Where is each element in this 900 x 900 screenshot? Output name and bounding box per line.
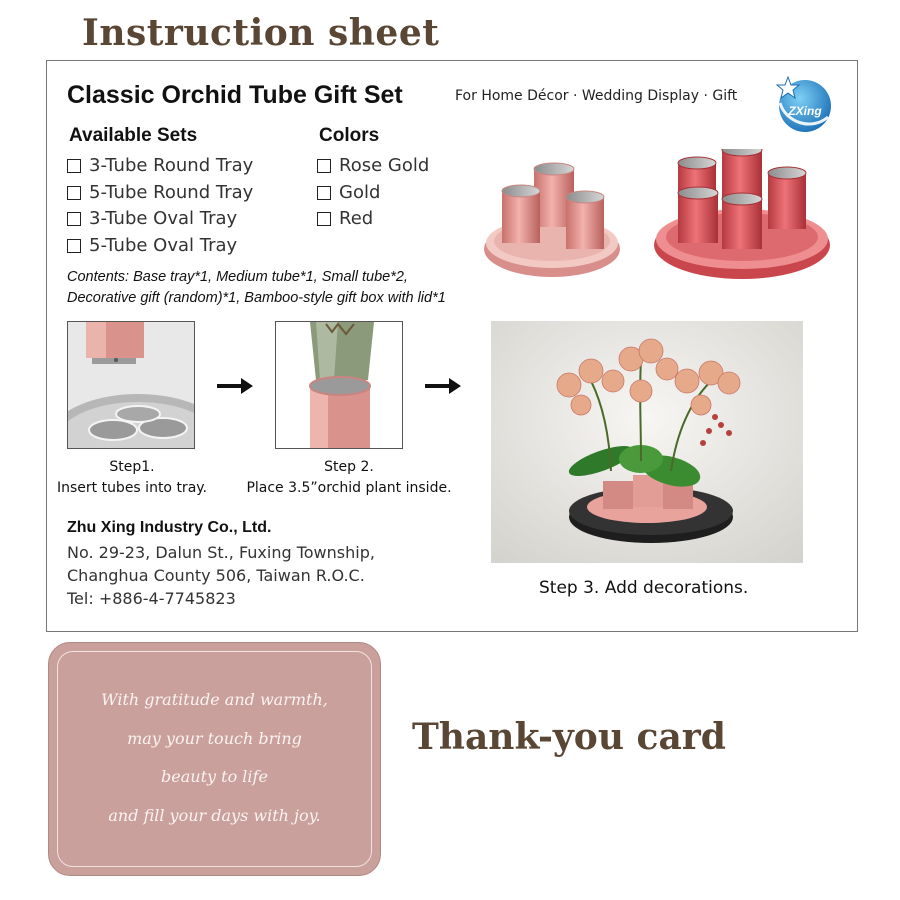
- page-heading: Instruction sheet: [82, 12, 440, 54]
- arrow-right-icon: [423, 377, 463, 395]
- card-heading: Thank-you card: [412, 716, 726, 758]
- set-option[interactable]: [67, 153, 253, 180]
- contents-text: [67, 267, 487, 309]
- finished-orchid-arrangement: [491, 321, 803, 563]
- tube-insert-illustration: [68, 322, 195, 449]
- step-description: Place 3.5”orchid plant inside.: [246, 480, 452, 496]
- set-option[interactable]: [67, 206, 253, 233]
- step-title: Step 2.: [324, 459, 374, 475]
- colors-list: [317, 153, 429, 233]
- card-line: and fill your days with joy.: [108, 805, 321, 825]
- set-option-label: 3-Tube Oval Tray: [89, 208, 238, 229]
- card-line: beauty to life: [161, 767, 268, 786]
- thank-you-card: [48, 642, 381, 876]
- instruction-sheet: [46, 60, 858, 632]
- step3-image: [491, 321, 803, 563]
- set-option-label: 5-Tube Oval Tray: [89, 234, 238, 256]
- product-title: Classic Orchid Tube Gift Set: [67, 81, 403, 109]
- address-line: Changhua County 506, Taiwan R.O.C.: [67, 566, 365, 585]
- card-line: With gratitude and warmth,: [101, 690, 328, 709]
- card-message: [49, 681, 380, 835]
- step3-caption: Step 3. Add decorations.: [539, 578, 749, 598]
- checkbox[interactable]: [317, 186, 331, 200]
- color-option-label: Gold: [339, 181, 381, 203]
- contents-line: Decorative gift (random)*1, Bamboo-style gift box with lid*1: [67, 290, 446, 306]
- step2-image: [275, 321, 403, 449]
- set-option-label: 3-Tube Round Tray: [89, 155, 254, 176]
- checkbox[interactable]: [67, 186, 81, 200]
- set-option[interactable]: [67, 233, 253, 260]
- arrow-right-icon: [215, 377, 255, 395]
- card-line: may your touch bring: [127, 728, 302, 748]
- step1-image: [67, 321, 195, 449]
- logo-text: ZXing: [788, 104, 822, 118]
- step1-caption: [47, 457, 217, 499]
- step2-caption: [235, 457, 463, 499]
- sets-list: [67, 153, 253, 259]
- checkbox[interactable]: [317, 159, 331, 173]
- contents-line: Contents: Base tray*1, Medium tube*1, Small tube*2,: [67, 269, 408, 285]
- step-description: Insert tubes into tray.: [56, 480, 208, 496]
- step-title: Step1.: [109, 459, 155, 475]
- product-trays-image: [482, 149, 832, 289]
- address-line: No. 29-23, Dalun St., Fuxing Township,: [67, 543, 375, 562]
- five-tube-tray: [654, 149, 830, 279]
- checkbox[interactable]: [67, 239, 81, 253]
- color-option[interactable]: [317, 153, 429, 180]
- three-tube-tray: [484, 163, 620, 277]
- product-subtitle: For Home Décor · Wedding Display · Gift: [455, 88, 738, 104]
- color-option[interactable]: [317, 206, 429, 233]
- set-option-label: 5-Tube Round Tray: [89, 181, 254, 203]
- colors-heading: Colors: [319, 125, 380, 146]
- phone-line: Tel: +886-4-7745823: [67, 589, 236, 608]
- available-sets-heading: Available Sets: [69, 125, 198, 146]
- checkbox[interactable]: [67, 212, 81, 226]
- company-name: Zhu Xing Industry Co., Ltd.: [67, 519, 272, 536]
- checkbox[interactable]: [67, 159, 81, 173]
- company-address: [67, 541, 375, 610]
- set-option[interactable]: [67, 180, 253, 207]
- color-option-label: Rose Gold: [339, 155, 430, 176]
- orchid-pot-illustration: [276, 322, 403, 449]
- color-option-label: Red: [339, 208, 374, 229]
- checkbox[interactable]: [317, 212, 331, 226]
- brand-logo: [772, 73, 834, 135]
- color-option[interactable]: [317, 180, 429, 207]
